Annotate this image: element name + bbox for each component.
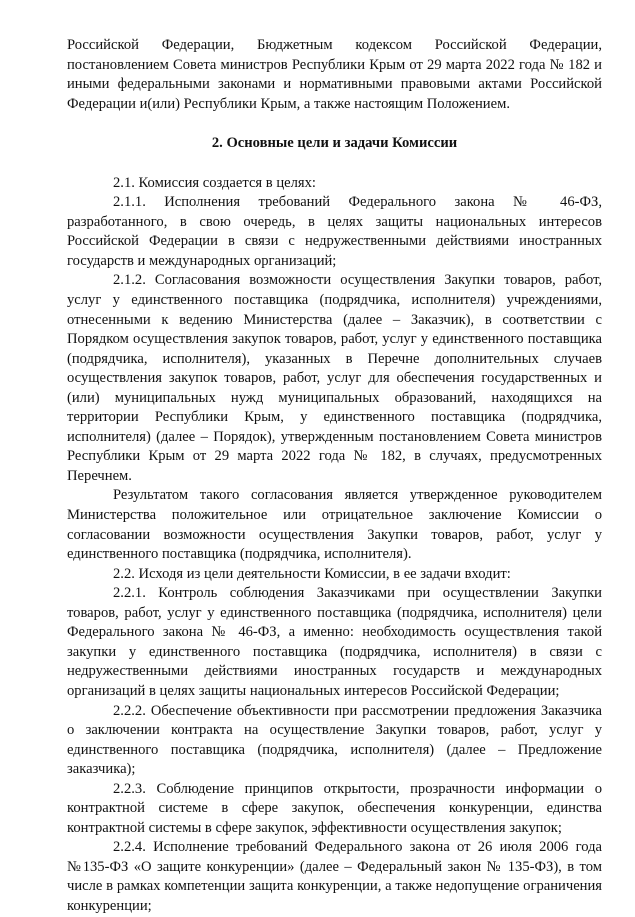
- paragraph-result: Результатом такого согласования является утвержденное руководителем Министерства положительное или отрицательное заключение Комиссии о согласовании возможности осуществления Закупки товаров, работ, услуг у единственного поставщика (подрядчика, исполнителя).: [67, 487, 602, 563]
- section-heading: 2. Основные цели и задачи Комиссии: [211, 135, 458, 152]
- paragraph-2-1: 2.1. Комиссия создается в целях:: [113, 174, 316, 191]
- paragraph-2-2-2: 2.2.2. Обеспечение объективности при рассмотрении предложения Заказчика о заключении контракта на осуществление Закупки товаров, работ, услуг у единственного поставщика (подрядчика, исполнителя) (далее – Предложение заказчика);: [67, 702, 602, 778]
- paragraph-2-2-1: 2.2.1. Контроль соблюдения Заказчиками при осуществлении Закупки товаров, работ, услуг у единственного поставщика (подрядчика, исполнителя) цели Федерального закона № 46-ФЗ, а именно: необходимость осуществления такой закупки у единственного поставщика (подрядчика, исполнителя) в связи с недружественными действиями иностранных государств и международных организаций в целях защиты национальных интересов Российской Федерации;: [67, 585, 602, 699]
- intro-paragraph: Российской Федерации, Бюджетным кодексом Российской Федерации, постановлением Совета министров Республики Крым от 29 марта 2022 года № 182 и иными федеральными законами и нормативными правовыми актами Российской Федерации и(или) Республики Крым, а также настоящим Положением.: [67, 37, 602, 112]
- paragraph-2-2: 2.2. Исходя из цели деятельности Комиссии, в ее задачи входит:: [113, 565, 511, 582]
- paragraph-2-2-3: 2.2.3. Соблюдение принципов открытости, прозрачности информации о контрактной системе в сфере закупок, обеспечения конкуренции, единства контрактной системы в сфере закупок, эффективности осуществления закупок;: [67, 780, 602, 836]
- paragraph-2-1-2: 2.1.2. Согласования возможности осуществления Закупки товаров, работ, услуг у единственного поставщика (подрядчика, исполнителя) учреждениями, отнесенными к ведению Министерства (далее – Заказчик), в соответствии с Порядком осуществления закупок товаров, работ, услуг у единственного поставщика (подрядчика, исполнителя), указанных в Перечне дополнительных случаев осуществления закупок товаров, работ, услуг для обеспечения государственных и (или) муниципальных нужд муниципальных образований, находящихся на территории Республики Крым, у единственного поставщика (подрядчика, исполнителя) (далее – Порядок), утвержденным постановлением Совета министров Республики Крым от 29 марта 2022 года № 182, в случаях, предусмотренных Перечнем.: [67, 272, 602, 484]
- document-page: [67, 36, 602, 917]
- paragraph-2-1-1: 2.1.1. Исполнения требований Федерального закона № 46-ФЗ, разработанного, в свою очередь, в целях защиты национальных интересов Российской Федерации в связи с недружественными действиями иностранных государств и международных организаций;: [67, 194, 602, 269]
- paragraph-2-2-4: 2.2.4. Исполнение требований Федерального закона от 26 июля 2006 года №135-ФЗ «О защите конкуренции» (далее – Федеральный закон № 135-ФЗ), в том числе в рамках компетенции защита конкуренции, а также недопущение ограничения конкуренции;: [67, 839, 602, 914]
